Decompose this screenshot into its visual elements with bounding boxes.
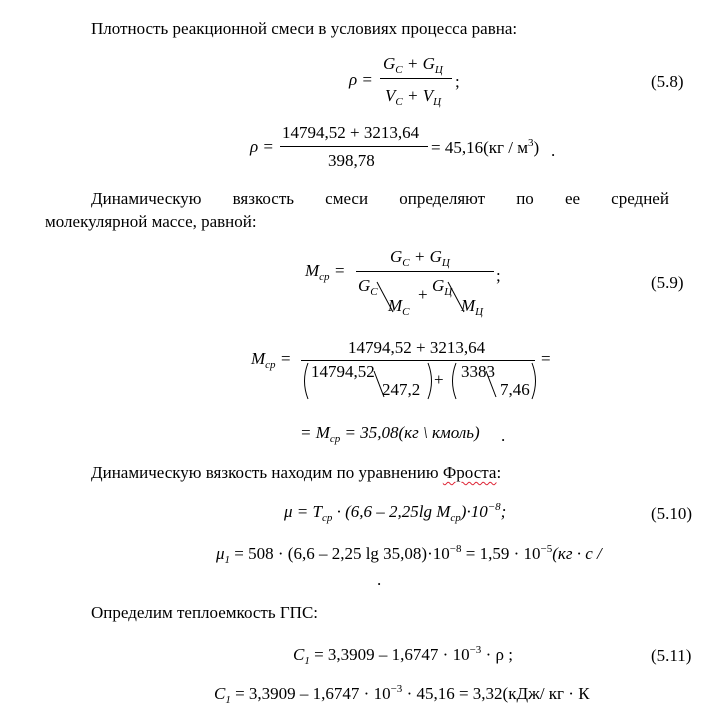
calc59-a-top: 14794,52	[311, 362, 375, 381]
calc58-denominator: 398,78	[328, 151, 375, 170]
eq58-lhs: ρ =	[349, 70, 373, 89]
eq59-number: (5.9)	[651, 273, 684, 292]
paragraph-heat-capacity: Определим теплоемкость ГПС:	[91, 603, 319, 622]
paragraph-viscosity-line2: молекулярной массе, равной:	[45, 212, 257, 231]
eq59-den-right-under: $M_Ц$	[461, 296, 484, 318]
calc59-lhs: $M_{ср}$ =	[251, 349, 292, 371]
eq58-denominator: $V_C + V_Ц$	[385, 86, 442, 108]
eq59-fraction-bar	[356, 271, 494, 272]
calc59-b-top: 3383	[461, 362, 495, 381]
eq510: $\mu = T_{ср} \cdot (6,6 - 2,25\lg$ $M_{ср})\cdot 10^{-8}$;	[284, 501, 507, 524]
frost-word: Фроста	[442, 463, 497, 482]
calc58-lhs: ρ =	[250, 137, 274, 156]
calc59-result: = $M_{ср} = 35,08(кг$ \ кмоль)	[300, 423, 480, 445]
calc510: $\mu_1 = 508 \cdot (6,6 - 2,25$ $\lg 35,08)\cdot 10^{-8} = 1,59 \cdot 10^{-5}(кг \cdot с$ /	[216, 543, 602, 566]
calc511: $C_1 = 3,3909 - 1,6747 \cdot 10^{-3} \cdot 45,16 = 3,32(кДж/$ кг · К	[214, 683, 590, 706]
eq59-numerator: $G_C + G_Ц$	[390, 247, 450, 269]
calc58-end: .	[551, 141, 556, 160]
eq59-den-left: $G_C$	[358, 276, 378, 298]
calc58-result: = $45,16(кг / м^3)$	[431, 137, 540, 157]
eq59-end: ;	[496, 266, 501, 285]
eq58-number: (5.8)	[651, 72, 684, 91]
calc59-tail: =	[541, 349, 551, 368]
paragraph-frost: Динамическую вязкость находим по уравнению Фроста:	[91, 463, 502, 482]
calc59-end: .	[501, 426, 506, 445]
calc59-b-bot: 7,46	[500, 380, 530, 399]
eq59-den-right: $G_Ц$	[432, 276, 453, 298]
calc510-stray-dot: .	[377, 570, 382, 589]
eq59-den-left-under: $M_C$	[388, 296, 410, 318]
eq58-fraction-bar	[380, 78, 452, 79]
eq59-lhs: $M_{ср}$ =	[305, 261, 346, 283]
eq58-end: ;	[455, 72, 460, 91]
calc59-numerator: 14794,52 + 3213,64	[348, 338, 486, 357]
eq58-numerator: $G_C + G_Ц$	[383, 54, 443, 76]
calc58-fraction-bar	[280, 146, 428, 147]
eq510-number: (5.10)	[651, 504, 693, 523]
eq511-number: (5.11)	[651, 646, 692, 665]
calc59-a-bot: 247,2	[382, 380, 421, 399]
eq511: $C_1 = 3,3909 - 1,6747 \cdot 10^{-3} \cdot \rho$ ;	[293, 644, 513, 667]
paragraph-viscosity-line1: Динамическую вязкость смеси определяют по ее средней	[91, 189, 669, 208]
eq59-plus: +	[418, 285, 428, 304]
calc58-numerator: 14794,52 + 3213,64	[282, 123, 420, 142]
calc59-plus: +	[434, 370, 444, 389]
paragraph-density: Плотность реакционной смеси в условиях процесса равна:	[91, 19, 518, 38]
